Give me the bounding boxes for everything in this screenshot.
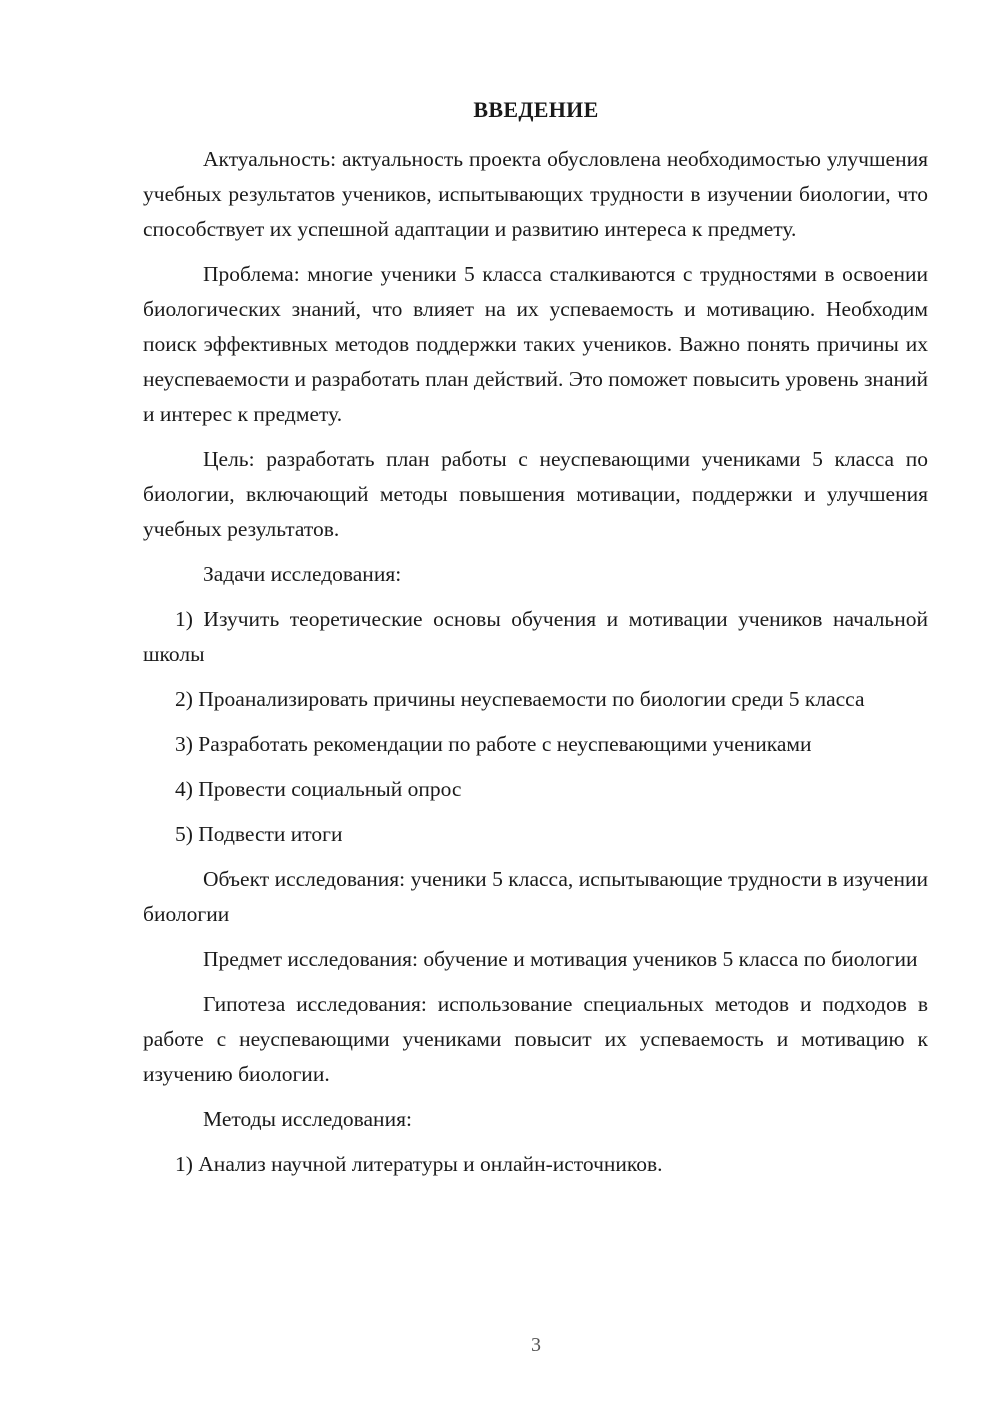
paragraph-subject: Предмет исследования: обучение и мотивация учеников 5 класса по биологии <box>203 947 918 971</box>
list-item-method-1: 1) Анализ научной литературы и онлайн-источников. <box>175 1152 663 1176</box>
paragraph-tasks-heading: Задачи исследования: <box>203 562 402 586</box>
paragraph-methods-heading: Методы исследования: <box>203 1107 412 1131</box>
list-item-task-3: 3) Разработать рекомендации по работе с неуспевающими учениками <box>175 732 812 756</box>
list-item-task-5: 5) Подвести итоги <box>175 822 343 846</box>
paragraph-hypothesis: Гипотеза исследования: использование специальных методов и подходов в работе с неуспевающими учениками повысит их успеваемость и мотивацию к изучению биологии. <box>143 992 928 1086</box>
page-body <box>143 142 928 1192</box>
list-item-task-1: 1) Изучить теоретические основы обучения и мотивации учеников начальной школы <box>143 607 928 666</box>
list-item-task-2: 2) Проанализировать причины неуспеваемости по биологии среди 5 класса <box>175 687 865 711</box>
list-item-task-4: 4) Провести социальный опрос <box>175 777 462 801</box>
page-title: ВВЕДЕНИЕ <box>473 97 599 122</box>
paragraph-goal: Цель: разработать план работы с неуспевающими учениками 5 класса по биологии, включающий методы повышения мотивации, поддержки и улучшения учебных результатов. <box>143 447 928 541</box>
paragraph-object: Объект исследования: ученики 5 класса, испытывающие трудности в изучении биологии <box>143 867 928 926</box>
paragraph-problem: Проблема: многие ученики 5 класса сталкиваются с трудностями в освоении биологических знаний, что влияет на их успеваемость и мотивацию. Необходим поиск эффективных методов поддержки таких учеников. Важно понять причины их неуспеваемости и разработать план действий. Это поможет повысить уровень знаний и интерес к предмету. <box>143 262 928 426</box>
page-number: 3 <box>531 1334 541 1356</box>
paragraph-relevance: Актуальность: актуальность проекта обусловлена необходимостью улучшения учебных результатов учеников, испытывающих трудности в изучении биологии, что способствует их успешной адаптации и развитию интереса к предмету. <box>143 147 928 241</box>
